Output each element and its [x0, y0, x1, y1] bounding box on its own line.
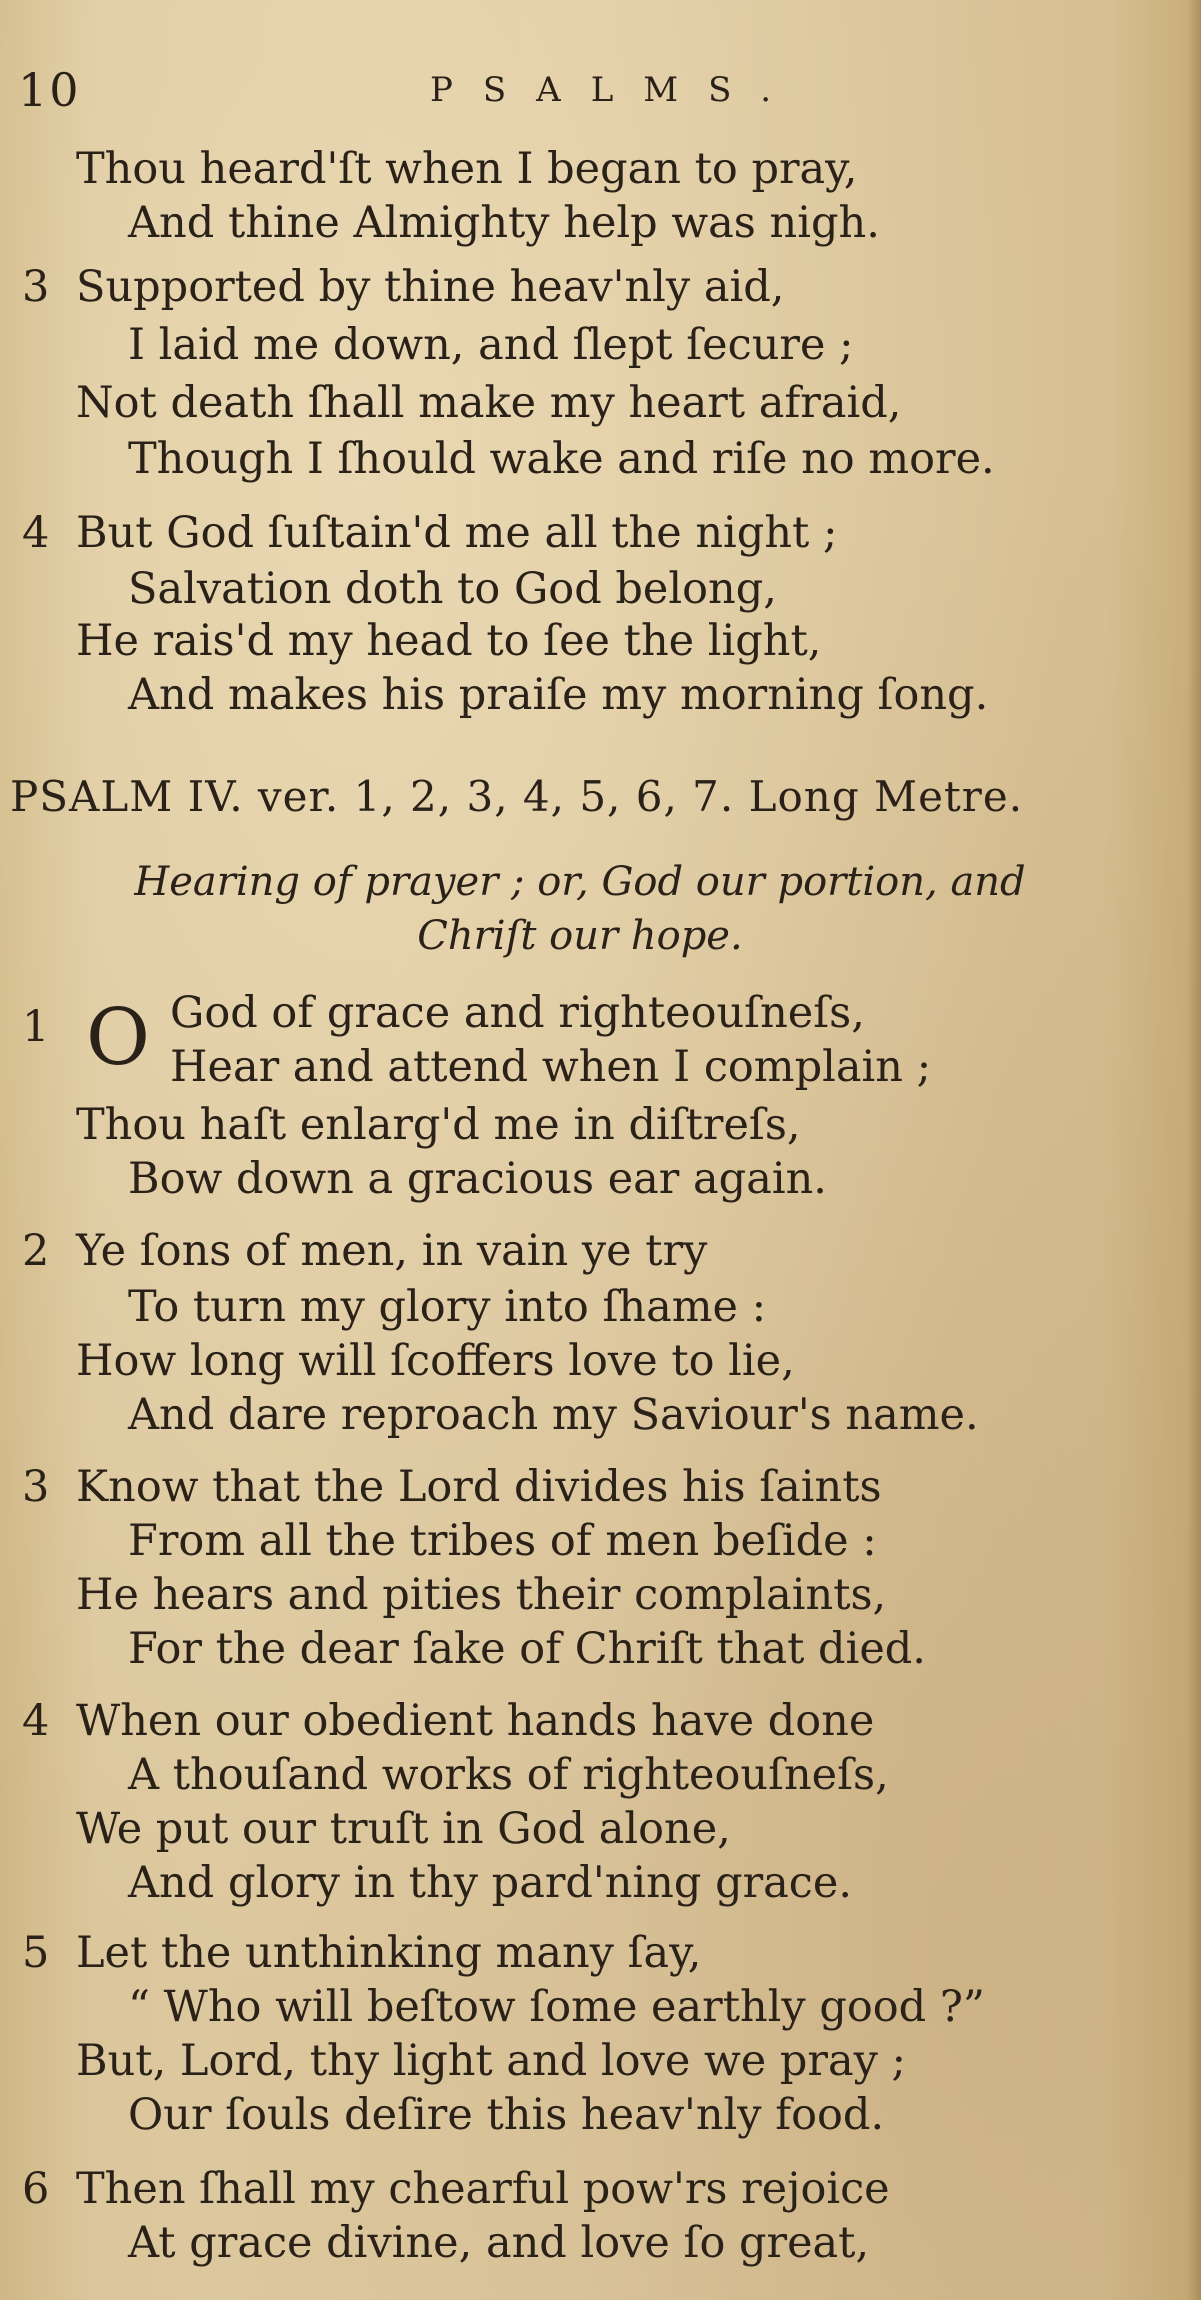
- verse-line: Then ſhall my chearful pow'rs rejoice: [76, 2164, 890, 2214]
- stanza-number: 4: [22, 1696, 50, 1746]
- psalm-subtitle: Hearing of prayer ; or, God our portion, and: [134, 859, 1026, 905]
- verse-line: Though I ſhould wake and riſe no more.: [128, 434, 995, 484]
- verse-line: And makes his praiſe my morning ſong.: [128, 670, 989, 720]
- verse-line: And dare reproach my Saviour's name.: [128, 1390, 979, 1440]
- verse-line: Bow down a gracious ear again.: [128, 1154, 827, 1204]
- verse-line: Let the unthinking many ſay,: [76, 1928, 702, 1978]
- verse-line: To turn my glory into ſhame :: [128, 1282, 767, 1332]
- stanza-number: 4: [22, 508, 50, 558]
- psalm-heading: PSALM IV. ver. 1, 2, 3, 4, 5, 6, 7. Long Metre.: [10, 772, 1024, 821]
- verse-line: Thou haſt enlarg'd me in diſtreſs,: [76, 1100, 801, 1150]
- verse-line: Not death ſhall make my heart afraid,: [76, 378, 902, 428]
- page-edge-shadow: [1187, 0, 1201, 2300]
- verse-line: And thine Almighty help was nigh.: [128, 198, 880, 248]
- verse-line: “ Who will beſtow ſome earthly good ?”: [128, 1982, 985, 2032]
- stanza-number: 3: [22, 262, 50, 312]
- verse-line: Our ſouls deſire this heav'nly food.: [128, 2090, 885, 2140]
- verse-line: But God ſuſtain'd me all the night ;: [76, 508, 838, 558]
- drop-initial: O: [86, 993, 150, 1083]
- psalm-subtitle: Chriſt our hope.: [417, 913, 743, 959]
- verse-line: He hears and pities their complaints,: [76, 1570, 887, 1620]
- verse-line: When our obedient hands have done: [76, 1696, 875, 1746]
- running-title: PSALMS.: [430, 70, 802, 110]
- verse-line: Salvation doth to God belong,: [128, 564, 777, 614]
- verse-line: For the dear ſake of Chriſt that died.: [128, 1624, 926, 1674]
- verse-line: Hear and attend when I complain ;: [170, 1042, 932, 1092]
- page-number: 10: [18, 63, 81, 117]
- verse-line: But, Lord, thy light and love we pray ;: [76, 2036, 907, 2086]
- verse-line: I laid me down, and ſlept ſecure ;: [128, 320, 854, 370]
- verse-line: And glory in thy pard'ning grace.: [128, 1858, 852, 1908]
- stanza-number: 3: [22, 1462, 50, 1512]
- verse-line: Know that the Lord divides his ſaints: [76, 1462, 882, 1512]
- stanza-number: 2: [22, 1226, 50, 1276]
- verse-line: From all the tribes of men beſide :: [128, 1516, 877, 1566]
- running-head: [18, 62, 1168, 118]
- verse-line: Thou heard'ſt when I began to pray,: [76, 144, 858, 194]
- stanza-number: 6: [22, 2164, 50, 2214]
- verse-line: How long will ſcoffers love to lie,: [76, 1336, 795, 1386]
- verse-line: Ye ſons of men, in vain ye try: [76, 1226, 708, 1276]
- verse-line: We put our truſt in God alone,: [76, 1804, 731, 1854]
- stanza-number: 5: [22, 1928, 50, 1978]
- stanza-number: 1: [22, 1002, 50, 1052]
- verse-line: Supported by thine heav'nly aid,: [76, 262, 785, 312]
- verse-line: At grace divine, and love ſo great,: [128, 2218, 870, 2268]
- verse-line: A thouſand works of righteouſneſs,: [128, 1750, 889, 1800]
- verse-line: He rais'd my head to ſee the light,: [76, 616, 822, 666]
- verse-line: God of grace and righteouſneſs,: [170, 988, 865, 1038]
